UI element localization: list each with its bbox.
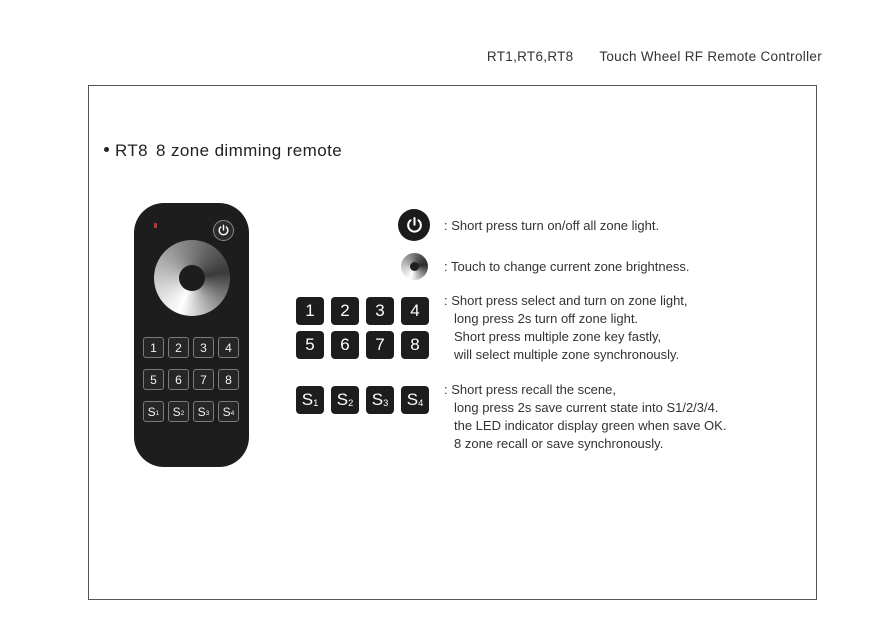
desc-line: : Short press select and turn on zone light, xyxy=(444,293,688,308)
zone-key-5: 5 xyxy=(296,331,324,359)
remote-zone-row-2 xyxy=(143,369,239,390)
remote-illustration xyxy=(134,203,249,467)
legend-zones-desc xyxy=(444,292,688,364)
section-title xyxy=(104,141,342,161)
wheel-center xyxy=(179,265,205,291)
remote-zone-row-1 xyxy=(143,337,239,358)
zone-key-6: 6 xyxy=(331,331,359,359)
remote-touch-wheel-icon xyxy=(154,240,230,316)
remote-zone-key-6: 6 xyxy=(168,369,189,390)
desc-line: : Short press recall the scene, xyxy=(444,382,616,397)
legend-scene-row xyxy=(296,386,429,414)
power-icon xyxy=(217,224,230,237)
section-model: RT8 xyxy=(115,141,149,160)
zone-key-4: 4 xyxy=(401,297,429,325)
desc-line: the LED indicator display green when save OK. xyxy=(454,418,727,433)
scene-key-1: S $_1$ xyxy=(296,386,324,414)
wheel-center xyxy=(410,262,419,271)
remote-scene-key-2: S $_2$ xyxy=(168,401,189,422)
remote-power-icon xyxy=(213,220,234,241)
legend-wheel-desc xyxy=(444,258,689,276)
desc-line: Short press multiple zone key fastly, xyxy=(454,329,662,344)
zone-key-8: 8 xyxy=(401,331,429,359)
header-title: Touch Wheel RF Remote Controller xyxy=(599,49,822,64)
legend-zone-row-1 xyxy=(296,297,429,325)
remote-zone-key-7: 7 xyxy=(193,369,214,390)
remote-zone-key-5: 5 xyxy=(143,369,164,390)
legend-power-icon xyxy=(398,209,430,241)
legend-wheel-text: : Touch to change current zone brightness. xyxy=(444,259,690,274)
legend-scenes-desc xyxy=(444,381,726,453)
remote-scene-key-4: S $_4$ xyxy=(218,401,239,422)
remote-scene-key-1: S $_1$ xyxy=(143,401,164,422)
zone-key-3: 3 xyxy=(366,297,394,325)
legend-power-desc xyxy=(444,217,659,235)
zone-key-7: 7 xyxy=(366,331,394,359)
scene-key-3: S $_3$ xyxy=(366,386,394,414)
remote-zone-key-1: 1 xyxy=(143,337,164,358)
section-title-text: 8 zone dimming remote xyxy=(156,141,343,160)
scene-key-2: S $_2$ xyxy=(331,386,359,414)
remote-scene-row xyxy=(143,401,239,422)
remote-zone-key-8: 8 xyxy=(218,369,239,390)
legend-zone-row-2 xyxy=(296,331,429,359)
legend-wheel-icon xyxy=(401,253,428,280)
power-icon xyxy=(405,216,424,235)
scene-key-4: S $_4$ xyxy=(401,386,429,414)
desc-line: 8 zone recall or save synchronously. xyxy=(454,436,664,451)
zone-key-1: 1 xyxy=(296,297,324,325)
header-models: RT1,RT6,RT8 xyxy=(486,49,574,64)
page-header xyxy=(487,49,822,64)
bullet-icon xyxy=(104,147,109,152)
legend-power-text: : Short press turn on/off all zone light. xyxy=(444,218,660,233)
desc-line: long press 2s turn off zone light. xyxy=(454,311,639,326)
remote-zone-key-4: 4 xyxy=(218,337,239,358)
led-indicator-icon xyxy=(154,223,157,228)
desc-line: long press 2s save current state into S1/2/3/4. xyxy=(454,400,719,415)
zone-key-2: 2 xyxy=(331,297,359,325)
remote-zone-key-3: 3 xyxy=(193,337,214,358)
remote-zone-key-2: 2 xyxy=(168,337,189,358)
desc-line: will select multiple zone synchronously. xyxy=(454,347,680,362)
remote-scene-key-3: S $_3$ xyxy=(193,401,214,422)
